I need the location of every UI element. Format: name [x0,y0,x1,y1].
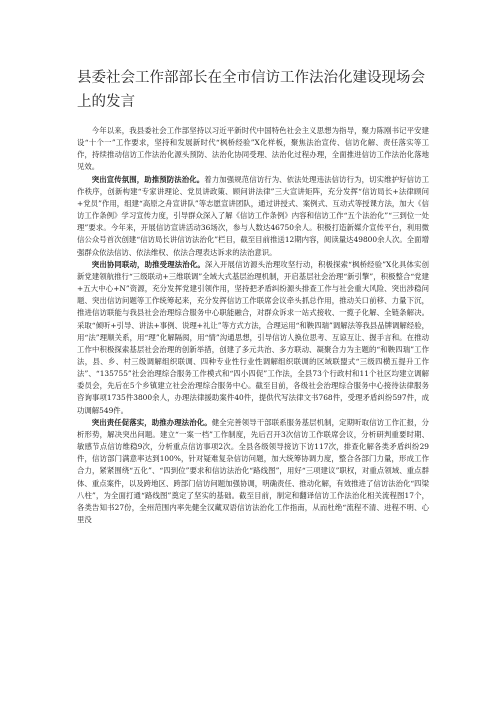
paragraph-text: 深入开展信访源头治理攻坚行动，积极探索“枫桥经验”X化具体实创新党建领航推行“三级联动+三维联调”全域大式基层治理机制，开启基层社会治理“新引擎”，积极整合“党建+五大中心+N”资源，充分发挥党建引领作用，坚持把矛盾纠纷源头排查工作与社会重大风险、突出涉稳问题、突出信访问题等工作统筹起来，充分发挥信访工作联席会议牵头抓总作用，推动关口前移、力量下沉，推进信访联能与我县社会治理综合服务中心职能融合，对群众诉求一站式接收、一揽子化解、全链条解决。采取“倾听+引导、讲法+事例、说理+礼让”等方式方法，合理运用“和鞅四瑞”调解法等我县品牌调解经验，用“法”理顺关系，用“理”化解隔阂，用“情”沟通思想，引导信访人换位思考、互谅互让、握手言和。在推动工作中积极探索基层社会治理的创新举措，创建了多元共治、多方联动、凝聚合力为主题的“和鞅四瑞”工作法，县、乡、村三级调解组织联调、四种专业性行业性调解组织联调的区域联盟式“三级四横五提升工作法”、“135755”社会治理综合服务工作模式和“四小四促”工作法，全县73个行政村和11个社区均建立调解委员会，先后在5个乡镇建立社会治理综合服务中心。截至目前，各级社会治理综合服务中心接待法律服务咨询事项1735件3800余人，办理法律援助案件40件，提供代写法律文书768件，受理矛盾纠纷597件，成功调解549件。 [77,259,429,415]
paragraph-text: 健全完善领导干部联系服务基层机制，定期听取信访工作汇报，分析形势，解决突出问题。建立“一案一档”工作制度，先后召开3次信访工作联席会议，分析研判重要时期、敏感节点信访维稳9次，分析重点信访事项2次。全县各级领导接访下访117次，排查化解各类矛盾纠纷29件，信访部门满意率达到100%，针对疑难复杂信访问题，加大统筹协调力度，整合各部门力量，形成工作合力，紧紧围绕“五化”、“四到位”要求和信访法治化“路线图”，用好“三项建议”职权，对重点领域、重点群体、重点案件，以及跨地区、跨部门信访问题加强协调，明确责任、推动化解，有效推进了信访法治化“四梁八柱”，为全面打通“路线图”奠定了坚实的基础。截至目前，制定和翻译信访工作法治化相关流程图17个，各类告知书27份，全州范围内率先健全汉藏双语信访法治化工作指南，从而杜绝“流程不清、进程不明、心里没 [77,417,429,524]
paragraph-heading: 突出宣传氛围，助推预防法治化。 [91,174,205,184]
document-body [77,125,429,526]
document-title: 县委社会工作部部长在全市信访工作法治化建设现场会上的发言 [77,70,425,110]
paragraph-text: 今年以来，我县委社会工作部坚持以习近平新时代中国特色社会主义思想为指导，聚力陈刚书记平安建设“十个一”工作要求，坚持和发展新时代“枫桥经验”X化样板，聚焦法治宣传、信访化解、责任落实等工作，持续推动信访工作法治化源头预防、法治化协同受理、法治化过程办理，全面推进信访工作法治化落地见效。 [77,126,429,172]
paragraph-heading: 突出协同联动，助推受理法治化。 [91,259,205,269]
paragraph-intro [77,125,429,174]
paragraph-publicity [77,174,429,259]
paragraph-heading: 突出责任促落实，助推办理法治化。 [91,417,212,427]
paragraph-text: 着力加强规范信访行为、依法处理违法信访行为，切实维护好信访工作秩序，创新构建“专家讲理论、党员讲政策、顾问讲法律”三大宣讲矩阵，充分发挥“信访局长+法律顾问+党员”作用，组建“高原之舟宣讲队”等志愿宣讲团队，通过讲授式、案例式、互动式等授课方法，加大《信访工作条例》学习宣传力度，引导群众深入了解《信访工作条例》内容和信访工作“五个法治化”“三到位一处理”要求。今年来，开展信访宣讲活动36场次，参与人数达46750余人。积极打造新媒介宣传平台，利用微信公众号首次创建“信访局长讲信访法治化”栏目，截至目前推送12期内容，阅读量达49800余人次。全面增强群众依法信访、依法维权、依法合理表达诉求的法治意识。 [77,174,429,257]
paragraph-responsibility [77,417,429,526]
paragraph-coordination [77,259,429,417]
